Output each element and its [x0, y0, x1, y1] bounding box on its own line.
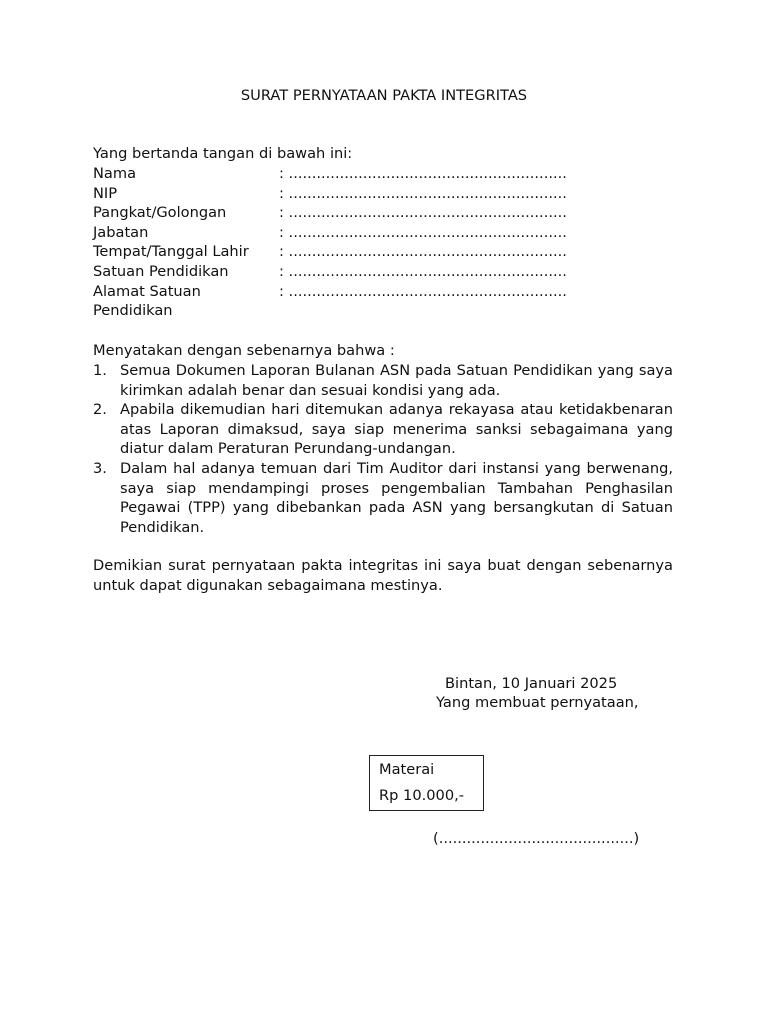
materai-box [369, 755, 484, 811]
list-item [93, 361, 673, 400]
field-label: Alamat Satuan Pendidikan [93, 282, 201, 320]
place-date: Bintan, 10 Januari 2025 [445, 675, 618, 692]
document-title: SURAT PERNYATAAN PAKTA INTEGRITAS [240, 87, 528, 104]
field-value: : ............................................................ [279, 165, 567, 182]
field-row-nama [93, 164, 613, 184]
closing-paragraph: Demikian surat pernyataan pakta integritas ini saya buat dengan sebenarnya untuk dapat digunakan sebagaimana mestinya. [93, 557, 673, 594]
maker-label: Yang membuat pernyataan, [436, 694, 639, 711]
list-text: Dalam hal adanya temuan dari Tim Auditor dari instansi yang berwenang, saya siap mendampingi proses pengembalian Tambahan Penghasilan Pegawai (TPP) yang dibebankan pada ASN yang bersangkutan di Satuan Pendidikan. [120, 459, 673, 536]
list-item [93, 459, 673, 537]
field-row-satuan [93, 262, 613, 282]
field-row-alamat [93, 282, 613, 321]
signature-line: (..........................................) [433, 830, 640, 847]
field-row-ttl [93, 242, 613, 262]
field-value: : ............................................................ [279, 262, 567, 280]
field-label: Nama [93, 165, 137, 182]
list-number: 1. [93, 362, 107, 379]
field-value: : ............................................................ [279, 223, 567, 241]
statement-list [93, 361, 673, 537]
list-number: 3. [93, 459, 107, 477]
field-label: Jabatan [93, 223, 149, 241]
field-row-jabatan [93, 223, 613, 243]
field-label: Satuan Pendidikan [93, 262, 229, 280]
field-label: Pangkat/Golongan [93, 204, 227, 222]
field-value: : ............................................................ [279, 204, 567, 222]
field-value: : ............................................................ [279, 184, 567, 202]
materai-label: Materai [379, 761, 435, 778]
list-text: Apabila dikemudian hari ditemukan adanya rekayasa atau ketidakbenaran atas Laporan dimaksud, saya siap menerima sanksi sebagaimana yang diatur dalam Peraturan Perundang-undangan. [120, 401, 673, 458]
list-item [93, 400, 673, 459]
identity-fields [93, 164, 613, 321]
field-value: : ............................................................ [279, 282, 567, 300]
field-label: NIP [93, 184, 118, 202]
list-number: 2. [93, 401, 107, 419]
field-label: Tempat/Tanggal Lahir [93, 243, 249, 261]
materai-amount: Rp 10.000,- [379, 787, 465, 804]
list-text: Semua Dokumen Laporan Bulanan ASN pada Satuan Pendidikan yang saya kirimkan adalah benar dan sesuai kondisi yang ada. [120, 362, 673, 399]
field-row-nip [93, 184, 613, 204]
field-value: : ............................................................ [279, 243, 567, 261]
statement-lead: Menyatakan dengan sebenarnya bahwa : [93, 342, 395, 359]
field-row-pangkat [93, 203, 613, 223]
intro-text: Yang bertanda tangan di bawah ini: [93, 145, 353, 162]
